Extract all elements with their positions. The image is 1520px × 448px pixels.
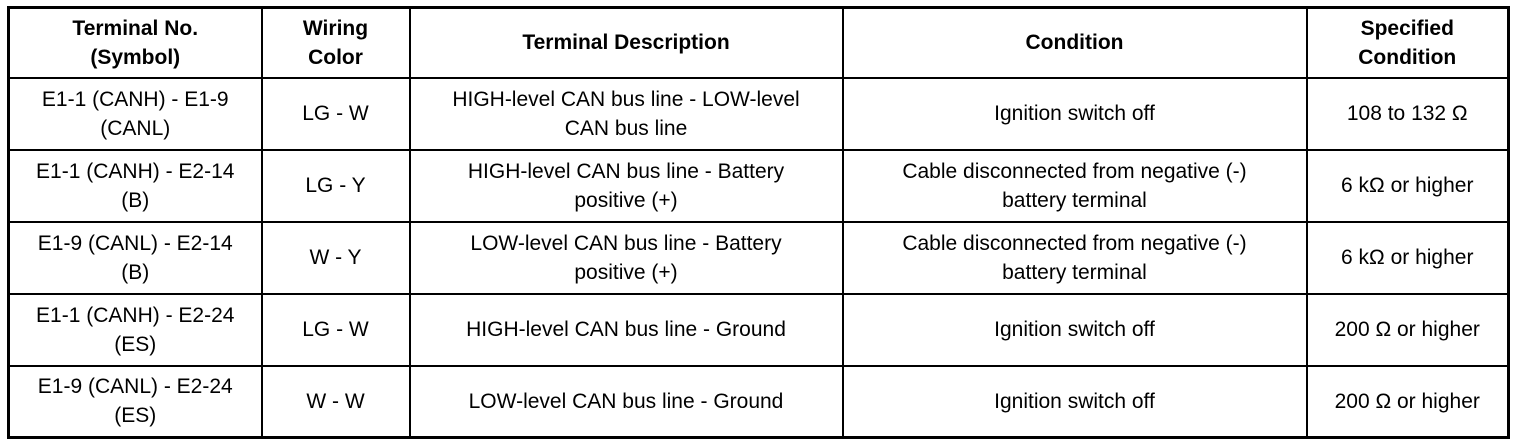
cell-wiring-color: LG - W xyxy=(262,294,410,366)
header-terminal-no: Terminal No. (Symbol) xyxy=(9,8,262,78)
header-terminal-description: Terminal Description xyxy=(410,8,843,78)
table-row xyxy=(9,150,1509,222)
cell-wiring-color: W - W xyxy=(262,366,410,438)
table-row xyxy=(9,294,1509,366)
cell-condition: Ignition switch off xyxy=(843,366,1307,438)
table-body xyxy=(9,78,1509,438)
table-row xyxy=(9,366,1509,438)
cell-specified-condition: 6 kΩ or higher xyxy=(1307,222,1509,294)
cell-description: HIGH-level CAN bus line - Ground xyxy=(410,294,843,366)
cell-specified-condition: 108 to 132 Ω xyxy=(1307,78,1509,150)
table-row xyxy=(9,222,1509,294)
table-header xyxy=(9,8,1509,78)
cell-terminal: E1-1 (CANH) - E1-9 (CANL) xyxy=(9,78,262,150)
cell-description: LOW-level CAN bus line - Battery positive (+) xyxy=(410,222,843,294)
cell-wiring-color: LG - Y xyxy=(262,150,410,222)
cell-wiring-color: W - Y xyxy=(262,222,410,294)
header-condition: Condition xyxy=(843,8,1307,78)
cell-condition: Ignition switch off xyxy=(843,78,1307,150)
cell-specified-condition: 200 Ω or higher xyxy=(1307,294,1509,366)
cell-description: HIGH-level CAN bus line - LOW-level CAN bus line xyxy=(410,78,843,150)
cell-condition: Ignition switch off xyxy=(843,294,1307,366)
cell-specified-condition: 6 kΩ or higher xyxy=(1307,150,1509,222)
cell-specified-condition: 200 Ω or higher xyxy=(1307,366,1509,438)
cell-terminal: E1-9 (CANL) - E2-14 (B) xyxy=(9,222,262,294)
table-row xyxy=(9,78,1509,150)
cell-description: LOW-level CAN bus line - Ground xyxy=(410,366,843,438)
cell-description: HIGH-level CAN bus line - Battery positive (+) xyxy=(410,150,843,222)
header-specified-condition: Specified Condition xyxy=(1307,8,1509,78)
cell-terminal: E1-1 (CANH) - E2-24 (ES) xyxy=(9,294,262,366)
header-wiring-color: Wiring Color xyxy=(262,8,410,78)
cell-terminal: E1-1 (CANH) - E2-14 (B) xyxy=(9,150,262,222)
header-row xyxy=(9,8,1509,78)
cell-terminal: E1-9 (CANL) - E2-24 (ES) xyxy=(9,366,262,438)
cell-condition: Cable disconnected from negative (-) battery terminal xyxy=(843,222,1307,294)
spec-table xyxy=(7,6,1510,439)
cell-condition: Cable disconnected from negative (-) battery terminal xyxy=(843,150,1307,222)
cell-wiring-color: LG - W xyxy=(262,78,410,150)
